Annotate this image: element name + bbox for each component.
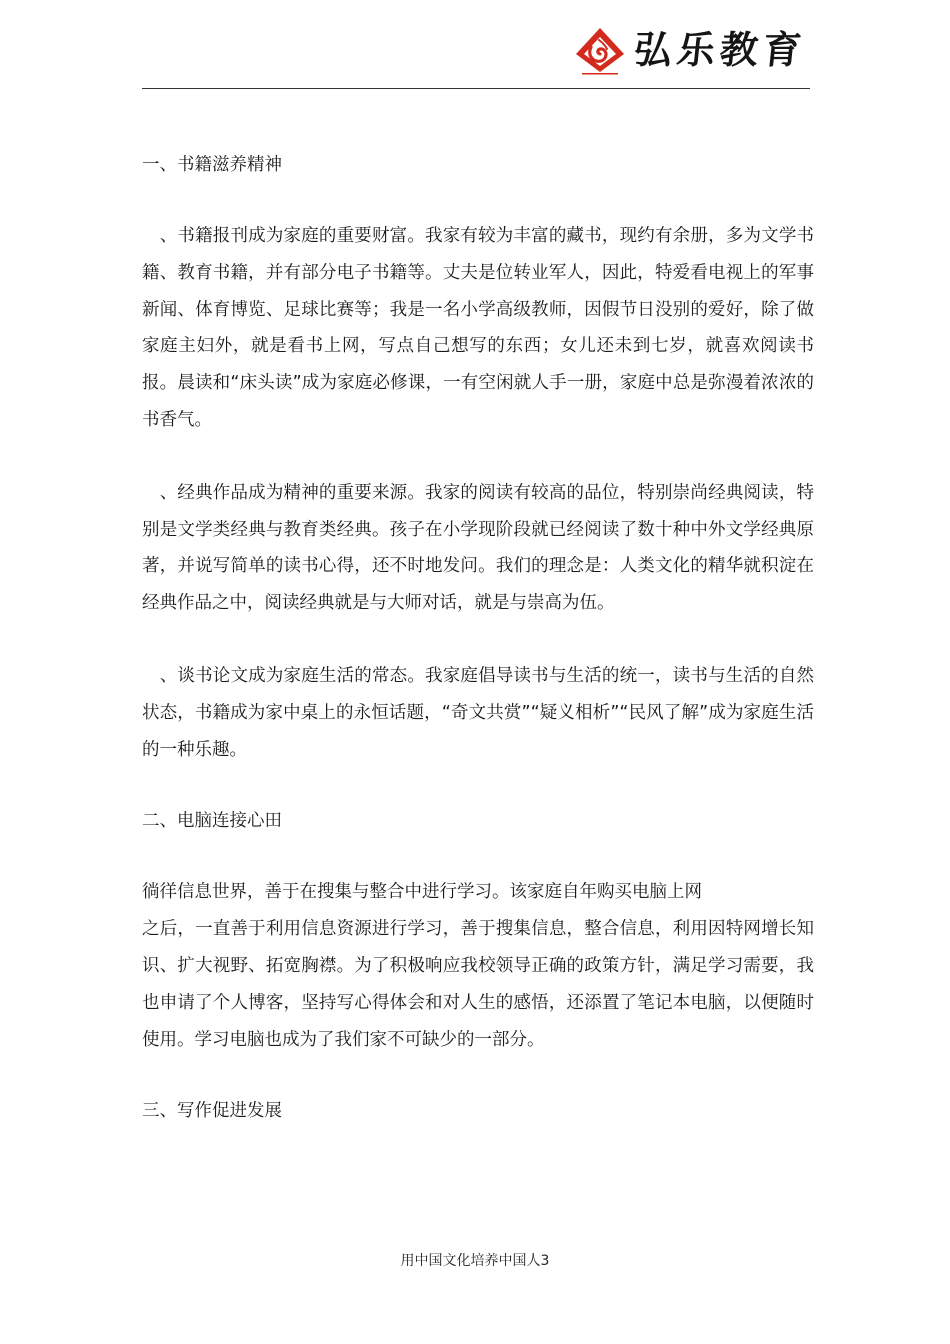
- logo-emblem-icon: [572, 24, 628, 76]
- page-number: 3: [540, 1253, 550, 1269]
- section-1-paragraph-1: [142, 218, 814, 439]
- section-heading-1: 一、书籍滋养精神: [142, 155, 282, 175]
- section-heading-3: 三、写作促进发展: [142, 1101, 282, 1122]
- section-heading-2: 二、电脑连接心田: [142, 811, 282, 832]
- section-1-paragraph-1-text: 、书籍报刊成为家庭的重要财富。我家有较为丰富的藏书，现约有余册，多为文学书籍、教育书籍，并有部分电子书籍等。丈夫是位转业军人，因此，特爱看电视上的军事新闻、体育博览、足球比赛等；我是一名小学高级教师，因假节日没别的爱好，除了做家庭主妇外，就是看书上网，写点自己想写的东西；女儿还未到七岁，就喜欢阅读书报。晨读和“床头读”成为家庭必修课，一有空闲就人手一册，家庭中总是弥漫着浓浓的书香气。: [142, 226, 815, 430]
- section-1-paragraph-3-text: 、谈书论文成为家庭生活的常态。我家庭倡导读书与生活的统一，读书与生活的自然状态，书籍成为家中桌上的永恒话题，“奇文共赏”“疑义相析”“民风了解”成为家庭生活的一种乐趣。: [142, 665, 815, 760]
- logo-text: 弘乐教育: [631, 27, 809, 72]
- section-1-paragraph-2-text: 、经典作品成为精神的重要来源。我家的阅读有较高的品位，特别崇尚经典阅读，特别是文学类经典与教育类经典。孩子在小学现阶段就已经阅读了数十种中外文学经典原著，并说写简单的读书心得，还不时地发问。我们的理念是：人类文化的精华就积淀在经典作品之中，阅读经典就是与大师对话，就是与崇高为伍。: [142, 482, 815, 614]
- section-1-paragraph-2: [142, 475, 814, 622]
- footer-slogan: 用中国文化培养中国人: [400, 1253, 541, 1269]
- section-2-paragraph-1-rest: 之后，一直善于利用信息资源进行学习，善于搜集信息，整合信息，利用因特网增长知识、扩大视野、拓宽胸襟。为了积极响应我校领导正确的政策方针，满足学习需要，我也申请了个人博客，坚持写心得体会和对人生的感悟，还添置了笔记本电脑，以便随时使用。学习电脑也成为了我们家不可缺少的一部分。: [142, 919, 814, 1050]
- section-2-paragraph-1-line1: 徜徉信息世界，善于在搜集与整合中进行学习。该家庭自年购买电脑上网: [142, 882, 702, 903]
- brand-logo: [572, 24, 809, 76]
- page-footer: [0, 1250, 950, 1272]
- header-divider: [142, 88, 810, 89]
- page-header: [0, 0, 950, 90]
- section-2-paragraph-1: [142, 874, 814, 1058]
- section-1-paragraph-3: [142, 658, 814, 768]
- document-body: [142, 148, 814, 1128]
